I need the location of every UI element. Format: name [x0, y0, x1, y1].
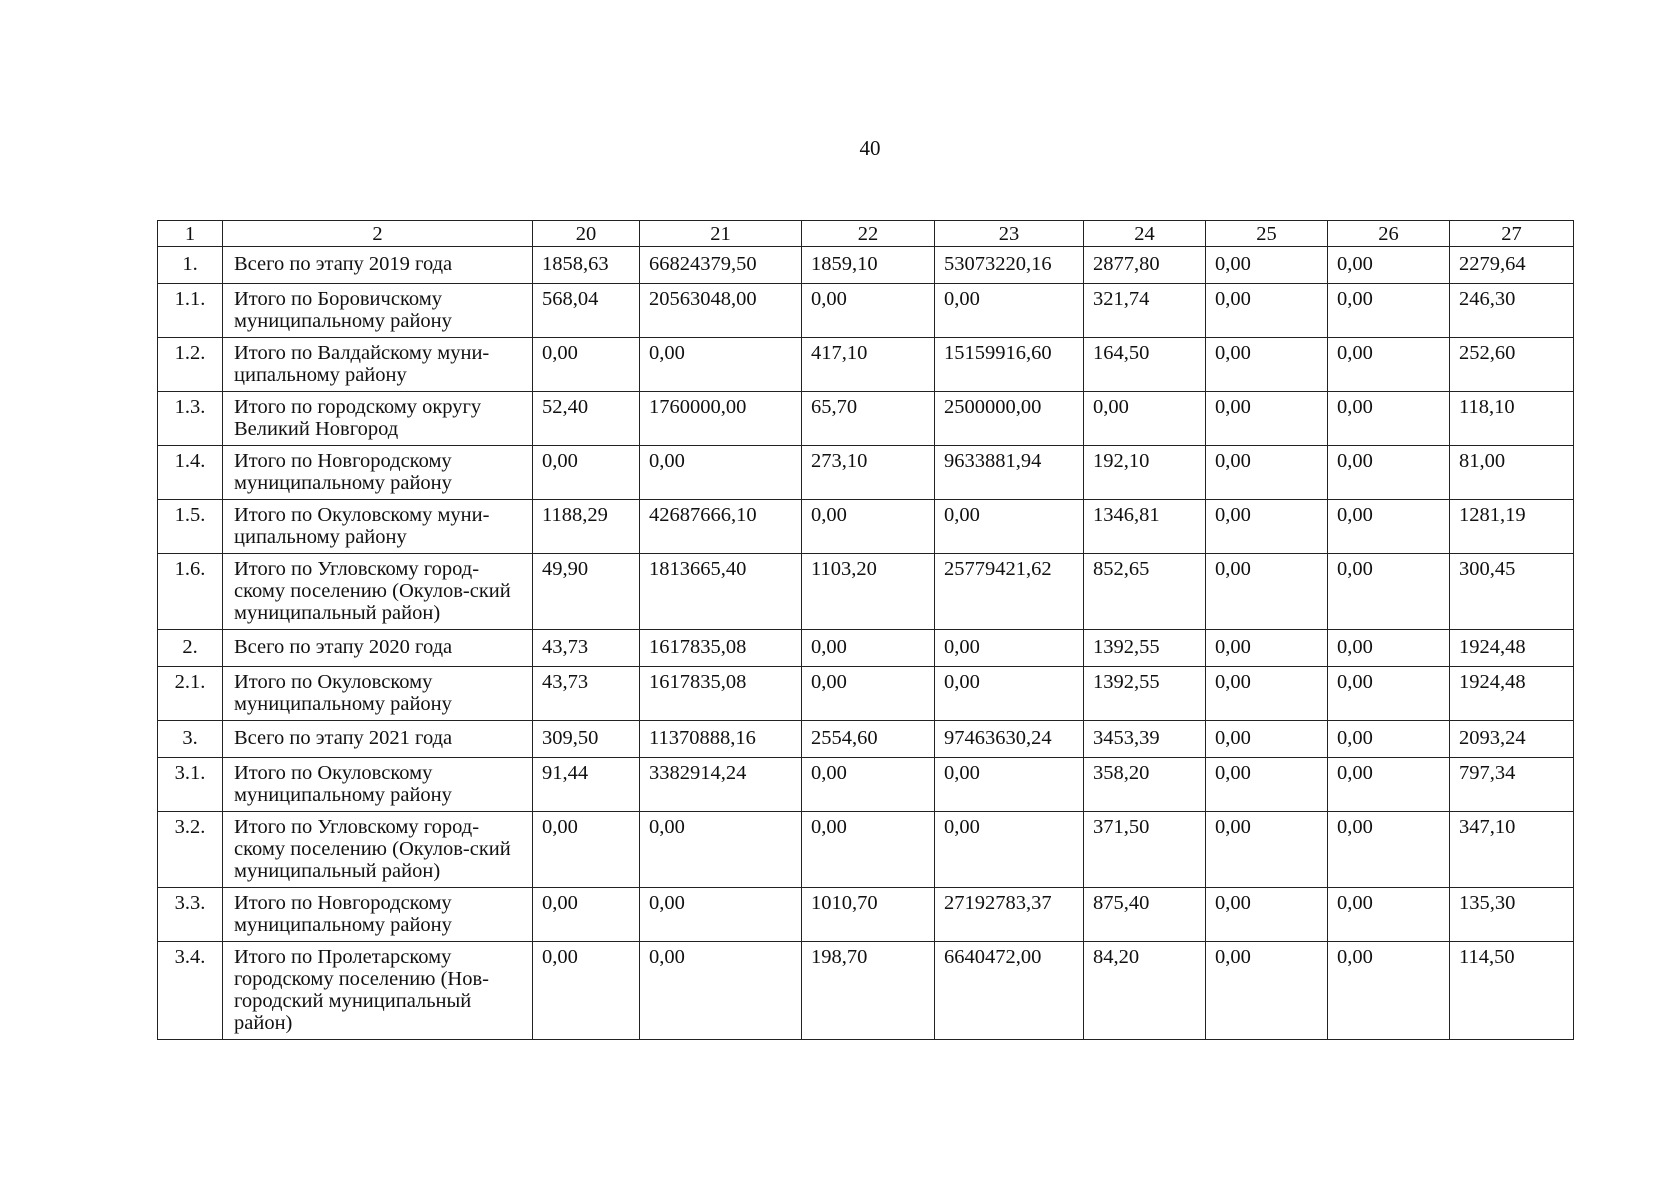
row-number: 3.3.: [158, 888, 223, 942]
value-cell: 1010,70: [802, 888, 935, 942]
value-cell: 371,50: [1084, 812, 1206, 888]
value-cell: 1813665,40: [640, 554, 802, 630]
row-number: 1.3.: [158, 392, 223, 446]
row-name: Всего по этапу 2021 года: [223, 721, 533, 758]
value-cell: 0,00: [935, 500, 1084, 554]
value-cell: 0,00: [1328, 667, 1450, 721]
row-number: 1.6.: [158, 554, 223, 630]
table-row: [158, 338, 1574, 392]
value-cell: 0,00: [640, 812, 802, 888]
value-cell: 1760000,00: [640, 392, 802, 446]
row-name: Итого по Валдайскому муни-ципальному району: [223, 338, 533, 392]
value-cell: 1346,81: [1084, 500, 1206, 554]
value-cell: 417,10: [802, 338, 935, 392]
value-cell: 0,00: [1206, 500, 1328, 554]
value-cell: 27192783,37: [935, 888, 1084, 942]
row-name: Итого по Пролетарскому городскому поселению (Нов-городский муниципальный район): [223, 942, 533, 1040]
row-number: 1.2.: [158, 338, 223, 392]
row-number: 1.4.: [158, 446, 223, 500]
value-cell: 0,00: [1328, 284, 1450, 338]
value-cell: 252,60: [1450, 338, 1574, 392]
value-cell: 11370888,16: [640, 721, 802, 758]
header-cell: 24: [1084, 221, 1206, 247]
value-cell: 0,00: [1328, 392, 1450, 446]
row-number: 1.1.: [158, 284, 223, 338]
row-number: 2.: [158, 630, 223, 667]
row-number: 1.: [158, 247, 223, 284]
value-cell: 0,00: [1206, 446, 1328, 500]
table-row: [158, 500, 1574, 554]
value-cell: 0,00: [1328, 247, 1450, 284]
value-cell: 1617835,08: [640, 630, 802, 667]
value-cell: 0,00: [640, 338, 802, 392]
value-cell: 0,00: [1206, 554, 1328, 630]
value-cell: 164,50: [1084, 338, 1206, 392]
value-cell: 246,30: [1450, 284, 1574, 338]
row-name: Итого по Угловскому город-скому поселению (Окулов-ский муниципальный район): [223, 812, 533, 888]
value-cell: 15159916,60: [935, 338, 1084, 392]
value-cell: 0,00: [533, 446, 640, 500]
value-cell: 52,40: [533, 392, 640, 446]
value-cell: 0,00: [802, 630, 935, 667]
row-name: Всего по этапу 2020 года: [223, 630, 533, 667]
value-cell: 6640472,00: [935, 942, 1084, 1040]
row-number: 3.4.: [158, 942, 223, 1040]
header-row: [158, 221, 1574, 247]
row-number: 3.2.: [158, 812, 223, 888]
value-cell: 0,00: [1328, 942, 1450, 1040]
table-row: [158, 721, 1574, 758]
value-cell: 0,00: [533, 338, 640, 392]
table-body: [158, 221, 1574, 1040]
row-number: 3.: [158, 721, 223, 758]
table-row: [158, 630, 1574, 667]
row-number: 2.1.: [158, 667, 223, 721]
value-cell: 0,00: [1328, 888, 1450, 942]
value-cell: 0,00: [1328, 554, 1450, 630]
value-cell: 0,00: [1206, 247, 1328, 284]
value-cell: 1617835,08: [640, 667, 802, 721]
value-cell: 20563048,00: [640, 284, 802, 338]
header-cell: 1: [158, 221, 223, 247]
value-cell: 0,00: [1206, 338, 1328, 392]
value-cell: 347,10: [1450, 812, 1574, 888]
header-cell: 20: [533, 221, 640, 247]
value-cell: 1392,55: [1084, 630, 1206, 667]
value-cell: 9633881,94: [935, 446, 1084, 500]
value-cell: 91,44: [533, 758, 640, 812]
value-cell: 0,00: [802, 758, 935, 812]
value-cell: 84,20: [1084, 942, 1206, 1040]
value-cell: 0,00: [1328, 758, 1450, 812]
value-cell: 0,00: [1206, 392, 1328, 446]
value-cell: 2554,60: [802, 721, 935, 758]
value-cell: 192,10: [1084, 446, 1206, 500]
value-cell: 0,00: [533, 888, 640, 942]
value-cell: 198,70: [802, 942, 935, 1040]
table-row: [158, 446, 1574, 500]
value-cell: 2877,80: [1084, 247, 1206, 284]
row-name: Итого по Новгородскому муниципальному району: [223, 888, 533, 942]
value-cell: 97463630,24: [935, 721, 1084, 758]
page-number: 40: [859, 136, 881, 160]
value-cell: 0,00: [1206, 721, 1328, 758]
value-cell: 1924,48: [1450, 667, 1574, 721]
value-cell: 1858,63: [533, 247, 640, 284]
header-cell: 26: [1328, 221, 1450, 247]
value-cell: 0,00: [1206, 758, 1328, 812]
value-cell: 0,00: [1206, 667, 1328, 721]
value-cell: 81,00: [1450, 446, 1574, 500]
value-cell: 2279,64: [1450, 247, 1574, 284]
value-cell: 66824379,50: [640, 247, 802, 284]
value-cell: 0,00: [1328, 338, 1450, 392]
row-name: Итого по Боровичскому муниципальному району: [223, 284, 533, 338]
value-cell: 321,74: [1084, 284, 1206, 338]
value-cell: 25779421,62: [935, 554, 1084, 630]
table-row: [158, 667, 1574, 721]
value-cell: 0,00: [935, 812, 1084, 888]
value-cell: 0,00: [935, 284, 1084, 338]
table-row: [158, 554, 1574, 630]
value-cell: 43,73: [533, 630, 640, 667]
value-cell: 65,70: [802, 392, 935, 446]
table-row: [158, 247, 1574, 284]
row-name: Итого по Угловскому город-скому поселению (Окулов-ский муниципальный район): [223, 554, 533, 630]
row-name: Всего по этапу 2019 года: [223, 247, 533, 284]
value-cell: 1188,29: [533, 500, 640, 554]
value-cell: 135,30: [1450, 888, 1574, 942]
value-cell: 0,00: [533, 942, 640, 1040]
table-row: [158, 942, 1574, 1040]
value-cell: 1924,48: [1450, 630, 1574, 667]
value-cell: 0,00: [1328, 812, 1450, 888]
header-cell: 27: [1450, 221, 1574, 247]
value-cell: 0,00: [935, 630, 1084, 667]
row-name: Итого по Окуловскому муниципальному району: [223, 758, 533, 812]
value-cell: 0,00: [1328, 500, 1450, 554]
value-cell: 0,00: [640, 942, 802, 1040]
header-cell: 22: [802, 221, 935, 247]
header-cell: 21: [640, 221, 802, 247]
value-cell: 273,10: [802, 446, 935, 500]
value-cell: 358,20: [1084, 758, 1206, 812]
value-cell: 0,00: [1328, 630, 1450, 667]
value-cell: 43,73: [533, 667, 640, 721]
table-row: [158, 392, 1574, 446]
value-cell: 0,00: [802, 284, 935, 338]
value-cell: 1392,55: [1084, 667, 1206, 721]
table-row: [158, 812, 1574, 888]
value-cell: 2093,24: [1450, 721, 1574, 758]
table-row: [158, 284, 1574, 338]
value-cell: 53073220,16: [935, 247, 1084, 284]
value-cell: 0,00: [802, 812, 935, 888]
value-cell: 0,00: [802, 667, 935, 721]
value-cell: 309,50: [533, 721, 640, 758]
value-cell: 797,34: [1450, 758, 1574, 812]
header-cell: 23: [935, 221, 1084, 247]
value-cell: 118,10: [1450, 392, 1574, 446]
value-cell: 0,00: [640, 446, 802, 500]
row-name: Итого по Окуловскому муни-ципальному району: [223, 500, 533, 554]
value-cell: 3382914,24: [640, 758, 802, 812]
value-cell: 0,00: [935, 758, 1084, 812]
value-cell: 3453,39: [1084, 721, 1206, 758]
header-cell: 25: [1206, 221, 1328, 247]
header-cell: 2: [223, 221, 533, 247]
value-cell: 875,40: [1084, 888, 1206, 942]
value-cell: 0,00: [935, 667, 1084, 721]
value-cell: 0,00: [1206, 888, 1328, 942]
row-name: Итого по Окуловскому муниципальному району: [223, 667, 533, 721]
row-name: Итого по городскому округу Великий Новгород: [223, 392, 533, 446]
value-cell: 2500000,00: [935, 392, 1084, 446]
value-cell: 0,00: [1206, 630, 1328, 667]
value-cell: 1859,10: [802, 247, 935, 284]
value-cell: 300,45: [1450, 554, 1574, 630]
value-cell: 0,00: [1328, 446, 1450, 500]
value-cell: 1281,19: [1450, 500, 1574, 554]
value-cell: 0,00: [802, 500, 935, 554]
value-cell: 114,50: [1450, 942, 1574, 1040]
value-cell: 0,00: [1328, 721, 1450, 758]
value-cell: 0,00: [1206, 284, 1328, 338]
value-cell: 49,90: [533, 554, 640, 630]
table-row: [158, 758, 1574, 812]
value-cell: 0,00: [533, 812, 640, 888]
value-cell: 42687666,10: [640, 500, 802, 554]
value-cell: 0,00: [1084, 392, 1206, 446]
value-cell: 568,04: [533, 284, 640, 338]
value-cell: 852,65: [1084, 554, 1206, 630]
row-number: 3.1.: [158, 758, 223, 812]
data-table: [157, 220, 1574, 1040]
table-row: [158, 888, 1574, 942]
value-cell: 1103,20: [802, 554, 935, 630]
value-cell: 0,00: [1206, 942, 1328, 1040]
value-cell: 0,00: [1206, 812, 1328, 888]
row-name: Итого по Новгородскому муниципальному району: [223, 446, 533, 500]
row-number: 1.5.: [158, 500, 223, 554]
value-cell: 0,00: [640, 888, 802, 942]
